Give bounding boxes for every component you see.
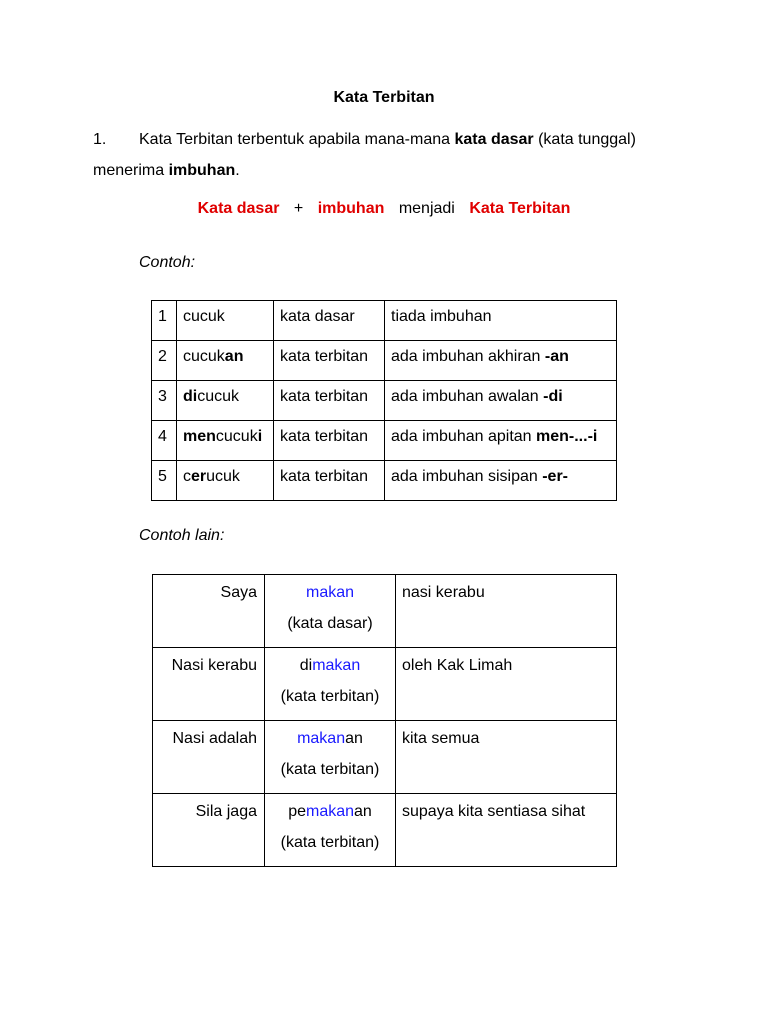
paragraph-text: menerima: [93, 162, 169, 179]
verb-root: makan: [312, 657, 361, 674]
description-cell: [385, 301, 617, 341]
formula-term-kata-dasar: Kata dasar: [197, 200, 280, 217]
word-type-cell: kata terbitan: [274, 421, 385, 461]
table-row: [153, 794, 617, 867]
subject-cell: Nasi kerabu: [153, 648, 265, 721]
verb-prefix: pe: [288, 803, 306, 820]
verb-suffix: an: [354, 803, 372, 820]
word-affix: men: [183, 428, 216, 445]
verb-suffix: an: [345, 730, 363, 747]
table-row: [152, 341, 617, 381]
paragraph-number: 1.: [93, 131, 107, 148]
verb-word: [266, 723, 394, 754]
row-number: 5: [152, 461, 177, 501]
paragraph-text: .: [235, 162, 240, 179]
verb-label: (kata dasar): [287, 615, 373, 632]
word-root: cucuk: [215, 428, 258, 445]
object-cell: nasi kerabu: [396, 575, 617, 648]
table-row: [152, 461, 617, 501]
paragraph-line-2: [93, 155, 683, 186]
description-text: ada imbuhan awalan: [391, 388, 544, 405]
verb-cell: [265, 575, 396, 648]
word-cell: [177, 301, 274, 341]
verb-cell: [265, 721, 396, 794]
word-cell: [177, 381, 274, 421]
word-part: c: [183, 468, 191, 485]
formula-result: Kata Terbitan: [469, 200, 571, 217]
description-text: ada imbuhan sisipan: [391, 468, 543, 485]
word-cell: [177, 341, 274, 381]
paragraph-line-1: [93, 124, 683, 155]
word-affix: an: [224, 348, 244, 365]
row-number: 4: [152, 421, 177, 461]
table-row: [153, 575, 617, 648]
description-affix: -an: [544, 348, 569, 365]
description-cell: [385, 341, 617, 381]
page-title: Kata Terbitan: [333, 89, 435, 106]
description-text: ada imbuhan apitan: [391, 428, 536, 445]
formula-term-imbuhan: imbuhan: [317, 200, 385, 217]
subject-cell: Sila jaga: [153, 794, 265, 867]
verb-cell: [265, 794, 396, 867]
table-row: [153, 648, 617, 721]
word-root: ucuk: [206, 468, 240, 485]
description-text: ada imbuhan akhiran: [391, 348, 545, 365]
description-cell: [385, 461, 617, 501]
formula-plus: +: [293, 200, 304, 217]
table-row: [153, 721, 617, 794]
verb-root: makan: [305, 803, 355, 820]
verb-root: makan: [297, 730, 346, 747]
word-cell: [177, 421, 274, 461]
paragraph-text: Kata Terbitan terbentuk apabila mana-mana: [139, 131, 455, 148]
description-affix: men-...-i: [536, 428, 598, 445]
sentence-table: [152, 574, 617, 867]
table-row: [152, 421, 617, 461]
word-root: cucuk: [197, 388, 240, 405]
word-affix: di: [183, 388, 198, 405]
object-cell: supaya kita sentiasa sihat: [396, 794, 617, 867]
word-affix: i: [257, 428, 263, 445]
example-table: [151, 300, 617, 501]
object-cell: kita semua: [396, 721, 617, 794]
row-number: 3: [152, 381, 177, 421]
verb-label: (kata terbitan): [280, 761, 380, 778]
word-affix: er: [191, 468, 207, 485]
table-row: [152, 381, 617, 421]
subject-cell: Nasi adalah: [153, 721, 265, 794]
description-affix: -er-: [542, 468, 568, 485]
word-cell: [177, 461, 274, 501]
word-root: cucuk: [183, 348, 225, 365]
word-type-cell: kata terbitan: [274, 341, 385, 381]
verb-label: (kata terbitan): [280, 688, 380, 705]
verb-word: [266, 650, 394, 681]
table-row: [152, 301, 617, 341]
verb-word: [266, 577, 394, 608]
description-text: tiada imbuhan: [391, 308, 492, 325]
description-affix: -di: [543, 388, 563, 405]
bold-term-imbuhan: imbuhan: [168, 162, 236, 179]
verb-prefix: di: [299, 657, 313, 674]
formula: [0, 200, 768, 218]
contoh-lain-label: Contoh lain:: [139, 527, 225, 544]
description-cell: [385, 421, 617, 461]
verb-root: makan: [305, 584, 355, 601]
object-cell: oleh Kak Limah: [396, 648, 617, 721]
bold-term-kata-dasar: kata dasar: [454, 131, 534, 148]
verb-cell: [265, 648, 396, 721]
paragraph-text: (kata tunggal): [533, 131, 636, 148]
row-number: 1: [152, 301, 177, 341]
row-number: 2: [152, 341, 177, 381]
formula-verb: menjadi: [398, 200, 455, 217]
subject-cell: Saya: [153, 575, 265, 648]
word-type-cell: kata terbitan: [274, 461, 385, 501]
contoh-label: Contoh:: [139, 254, 196, 271]
description-cell: [385, 381, 617, 421]
word-type-cell: kata terbitan: [274, 381, 385, 421]
word-type-cell: kata dasar: [274, 301, 385, 341]
word-root: cucuk: [183, 308, 225, 325]
verb-label: (kata terbitan): [280, 834, 380, 851]
verb-word: [266, 796, 394, 827]
